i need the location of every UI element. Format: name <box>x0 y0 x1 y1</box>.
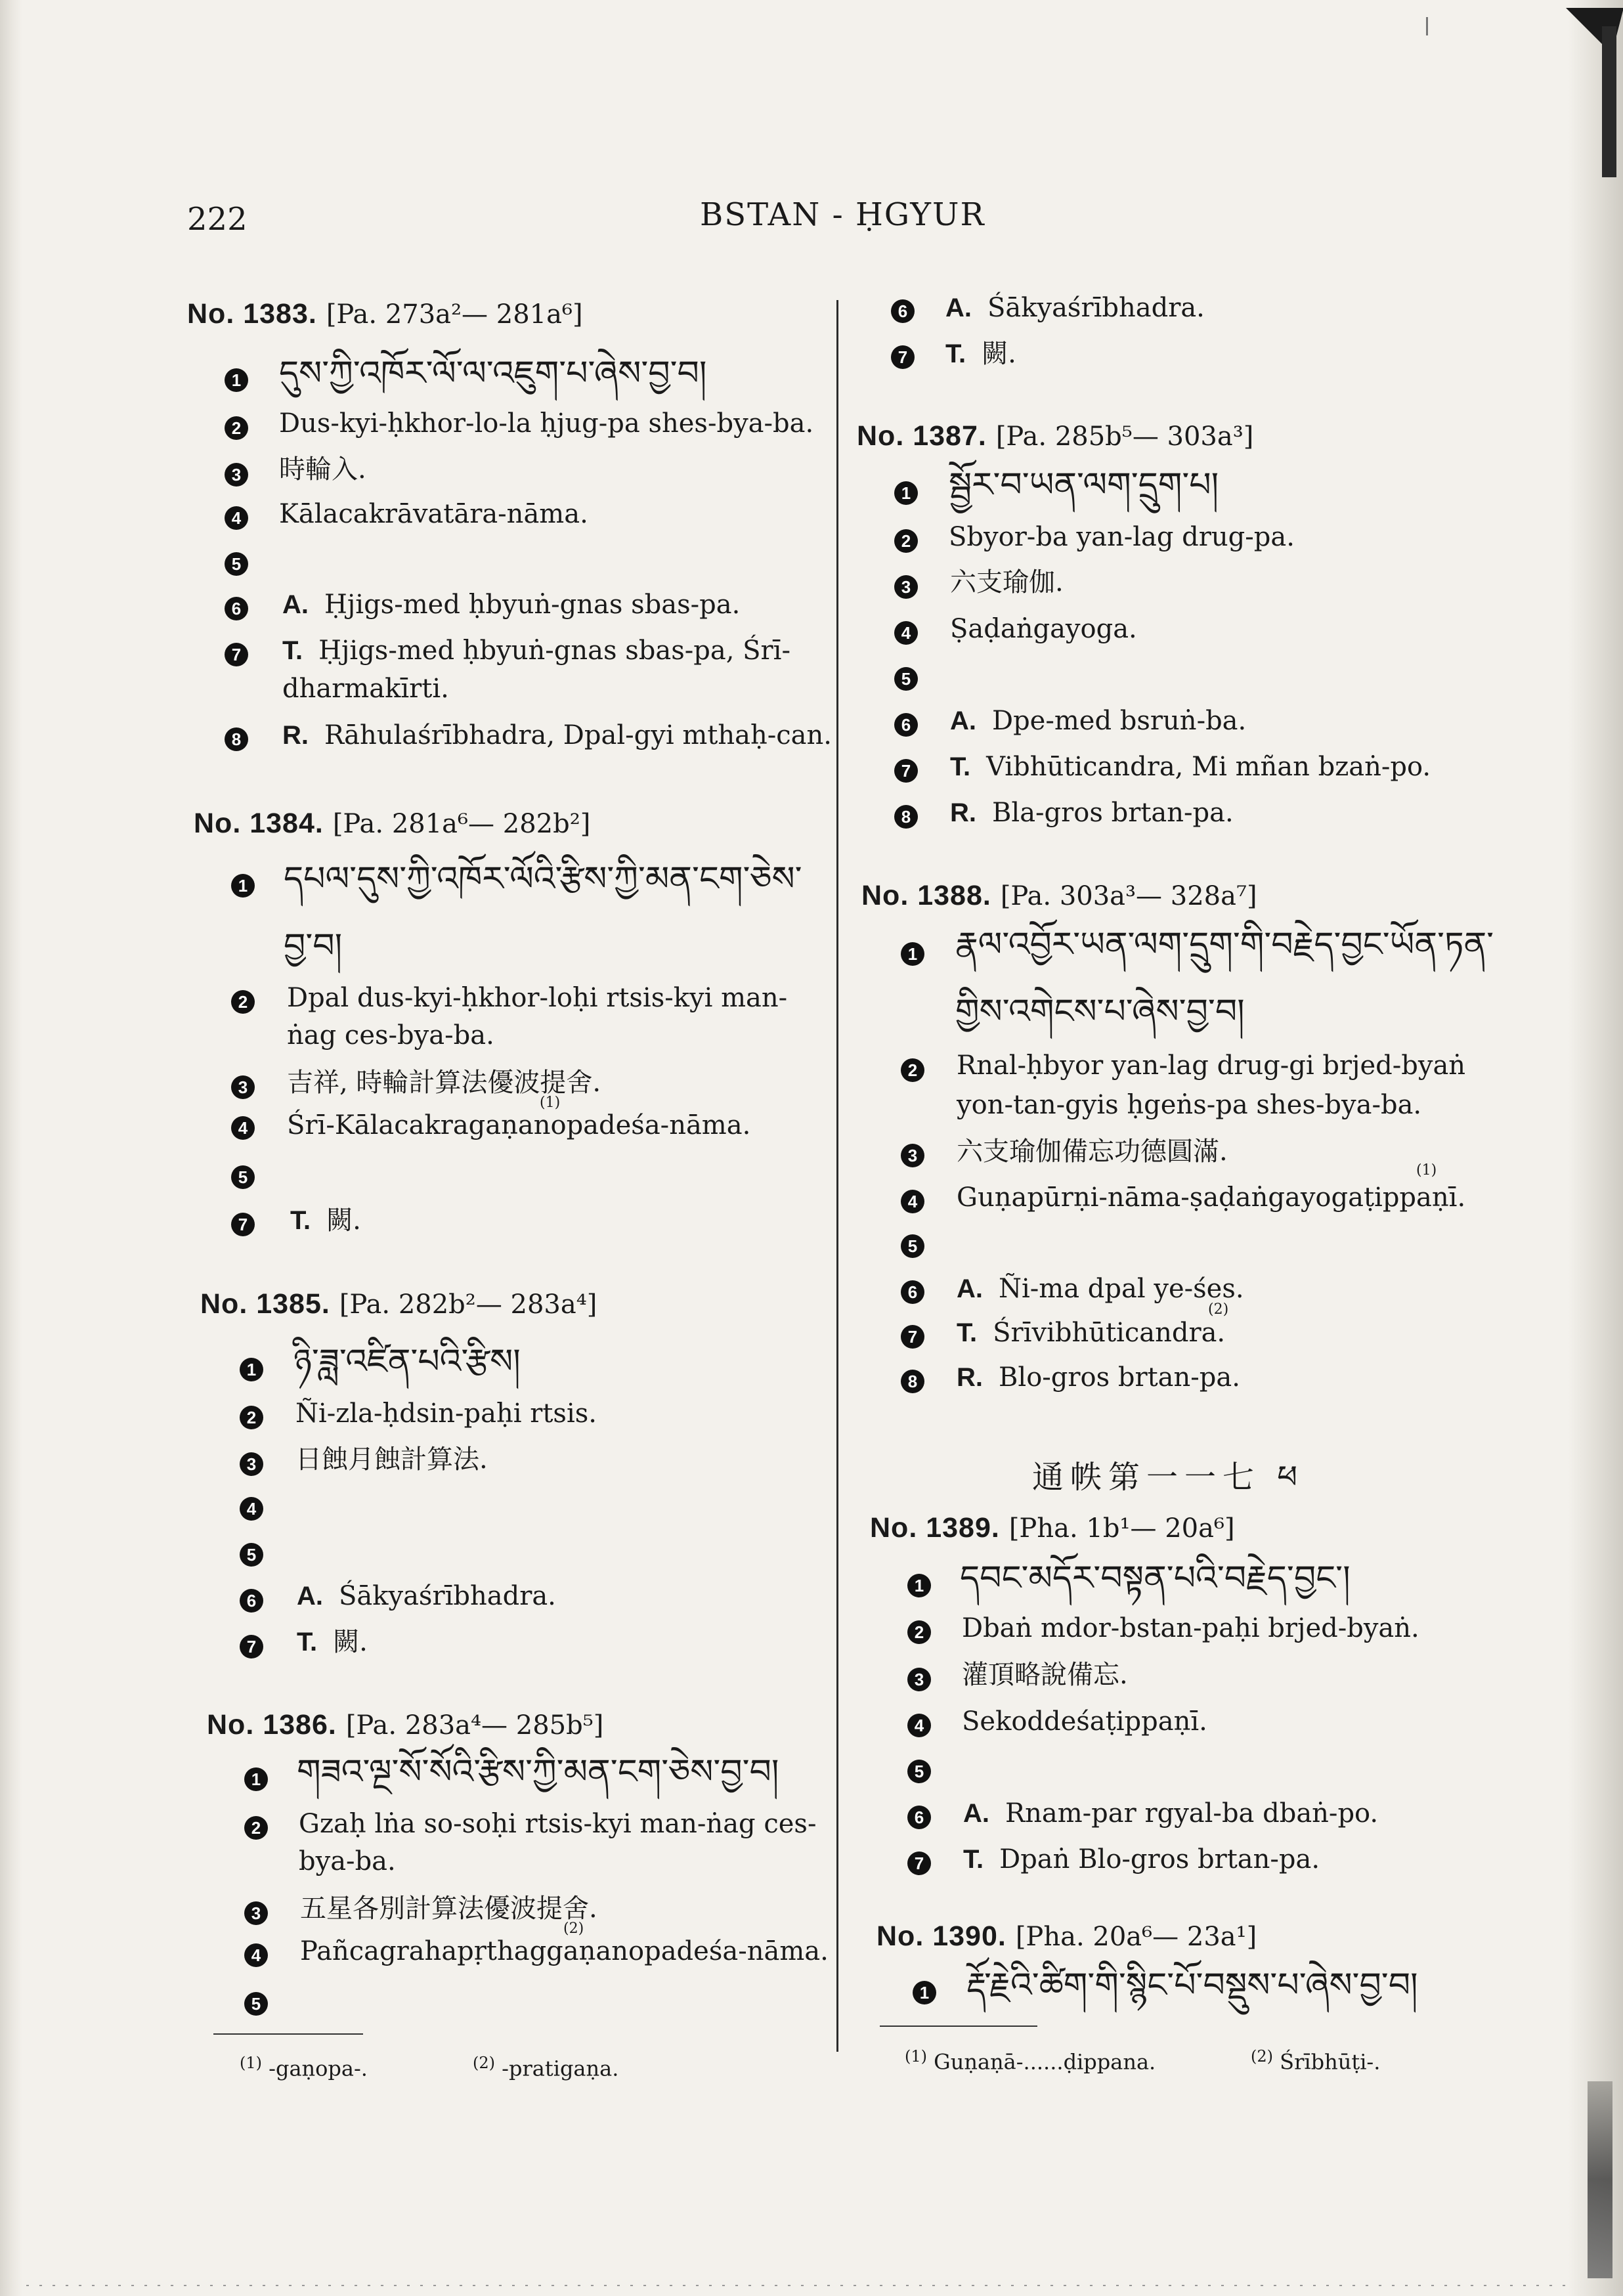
chinese-title: 時輪入. <box>279 454 366 485</box>
translator-name: Vibhūticandra, Mi mñan bzaṅ-po. <box>986 752 1431 782</box>
marker-4: 4 <box>907 1714 931 1737</box>
marker-1: 1 <box>225 368 248 392</box>
chinese-title: 六支瑜伽備忘功德圓滿. <box>957 1137 1228 1167</box>
role-label: A. <box>945 293 972 322</box>
footnote-rule <box>213 2033 363 2035</box>
translator-name: Ḥjigs-med ḥbyuṅ-gnas sbas-pa, Śrī- <box>318 636 790 666</box>
entry-number: No. 1385. <box>200 1288 330 1320</box>
tibetan-title: རྣལ་འབྱོར་ཡན་ལག་དྲུག་གི་བརྗེད་བྱང་ཡོན་ཏན་ <box>955 925 1494 964</box>
author-name: Śākyaśrībhadra. <box>339 1581 556 1611</box>
marker-1: 1 <box>901 942 924 966</box>
page-left-shadow <box>0 0 22 2296</box>
tibetan-title: དབང་མདོར་བསྟན་པའི་བརྗེད་བྱང་། <box>960 1559 1351 1598</box>
author-line <box>282 586 740 624</box>
footnote-text: -pratigaṇa. <box>502 2056 619 2081</box>
translator-continued: dharmakīrti. <box>282 674 449 704</box>
chinese-title: 吉祥, 時輪計算法優波提舍. <box>287 1068 601 1098</box>
tibetan-title-continued: བྱ་བ། <box>284 926 343 966</box>
translator-line <box>963 1840 1320 1878</box>
entry-1383-heading <box>187 298 583 330</box>
sanskrit-title: Ṣaḍaṅgayoga. <box>950 614 1137 644</box>
footnote-text: -gaṇopa-. <box>269 2056 368 2081</box>
sanskrit-title: Kālacakrāvatāra-nāma. <box>279 499 588 529</box>
marker-1: 1 <box>231 874 255 898</box>
marker-2: 2 <box>894 529 918 553</box>
entry-1387-heading <box>857 420 1253 452</box>
footnote-number: (1) <box>905 2047 927 2066</box>
entry-number: No. 1386. <box>207 1709 337 1741</box>
reviser-line <box>957 1358 1240 1397</box>
footnote-number: (1) <box>240 2054 262 2072</box>
marker-6: 6 <box>225 597 248 620</box>
chinese-title: 五星各別計算法優波提舍. <box>300 1894 597 1924</box>
marker-7: 7 <box>240 1635 263 1658</box>
transliteration-continued: ṅag ces-bya-ba. <box>287 1020 494 1051</box>
role-label: R. <box>282 721 309 750</box>
tibetan-title: གཟའ་ལྔ་སོ་སོའི་རྩིས་ཀྱི་མན་ངག་ཅེས་བྱ་བ། <box>297 1752 779 1792</box>
marker-1: 1 <box>913 1981 936 2004</box>
author-name: Ḥjigs-med ḥbyuṅ-gnas sbas-pa. <box>324 590 741 620</box>
marker-7: 7 <box>901 1325 924 1349</box>
tibetan-title: ཉི་ཟླ་འཛིན་པའི་རྩིས། <box>293 1342 521 1381</box>
sanskrit-title: Śrī-Kālacakragaṇanopadeśa-nāma. <box>287 1110 751 1140</box>
author-name: Rnam-par rgyal-ba dbaṅ-po. <box>1005 1798 1379 1829</box>
sanskrit-title: Sekoddeśaṭippaṇī. <box>962 1706 1207 1737</box>
transliteration: Dbaṅ mdor-bstan-paḥi brjed-byaṅ. <box>962 1613 1419 1643</box>
marker-2: 2 <box>244 1816 268 1840</box>
reviser-line <box>282 716 832 754</box>
translator-line <box>957 1314 1225 1352</box>
footnote-ref: (1) <box>540 1094 561 1111</box>
translator-missing: 闕. <box>333 1627 368 1657</box>
role-label: T. <box>297 1628 318 1657</box>
marker-8: 8 <box>225 727 248 751</box>
tibetan-title-continued: གྱིས་འགེངས་པ་ཞེས་བྱ་བ། <box>955 992 1245 1031</box>
marker-7: 7 <box>907 1852 931 1875</box>
column-divider <box>836 300 838 2052</box>
marker-7: 7 <box>225 643 248 666</box>
entry-reference: [Pa. 283a⁴— 285b⁵] <box>345 1710 604 1741</box>
footnote-left-1 <box>240 2054 368 2081</box>
transliteration-continued: bya-ba. <box>299 1846 396 1876</box>
entry-reference: [Pa. 285b⁵— 303a³] <box>995 422 1254 452</box>
entry-number: No. 1384. <box>194 808 324 839</box>
entry-reference: [Pha. 1b¹— 20a⁶] <box>1008 1513 1235 1544</box>
marker-4: 4 <box>901 1190 924 1213</box>
marker-3: 3 <box>225 463 248 487</box>
translator-missing: 闕. <box>326 1205 361 1236</box>
marker-6: 6 <box>240 1589 263 1613</box>
translator-name: Dpaṅ Blo-gros brtan-pa. <box>999 1844 1320 1874</box>
marker-1: 1 <box>894 481 918 505</box>
translator-name: Śrīvibhūticandra. <box>993 1318 1226 1348</box>
author-name: Śākyaśrībhadra. <box>987 293 1205 323</box>
page-number: 222 <box>187 201 248 238</box>
scan-tick-mark <box>1426 17 1428 35</box>
entry-1389-heading <box>870 1512 1235 1544</box>
entry-number: No. 1387. <box>857 420 987 452</box>
marker-6: 6 <box>907 1806 931 1829</box>
tibetan-title: སྦྱོར་བ་ཡན་ལག་དྲུག་པ། <box>949 466 1219 505</box>
translator-line <box>945 335 1016 373</box>
entry-1385-heading <box>200 1288 597 1320</box>
role-label: T. <box>957 1318 978 1347</box>
role-label: T. <box>282 636 303 665</box>
author-line <box>950 702 1246 740</box>
marker-7: 7 <box>891 345 915 369</box>
transliteration: Dpal dus-kyi-ḥkhor-loḥi rtsis-kyi man- <box>287 983 788 1013</box>
marker-3: 3 <box>901 1144 924 1167</box>
entry-1384-heading <box>194 808 590 840</box>
author-name: Dpe-med bsruṅ-ba. <box>992 706 1247 736</box>
marker-3: 3 <box>244 1901 268 1925</box>
reviser-name: Rāhulaśrībhadra, Dpal-gyi mthaḥ-can. <box>324 720 832 750</box>
marker-3: 3 <box>231 1075 255 1099</box>
marker-1: 1 <box>240 1358 263 1381</box>
footnote-text: Śrībhūṭi-. <box>1280 2049 1381 2075</box>
marker-2: 2 <box>901 1058 924 1082</box>
marker-2: 2 <box>240 1406 263 1429</box>
footnote-number: (2) <box>1251 2047 1273 2066</box>
role-label: T. <box>950 752 971 781</box>
footnote-ref: (2) <box>1208 1301 1229 1318</box>
scan-bottom-noise <box>26 2285 1569 2286</box>
marker-6: 6 <box>894 713 918 737</box>
reviser-name: Bla-gros brtan-pa. <box>992 798 1234 828</box>
entry-reference: [Pa. 282b²— 283a⁴] <box>339 1289 597 1320</box>
role-label: R. <box>950 798 976 827</box>
entry-1390-heading <box>876 1920 1257 1953</box>
page-right-shadow <box>1568 0 1623 2296</box>
marker-4: 4 <box>244 1943 268 1967</box>
translator-line <box>950 748 1431 786</box>
entry-number: No. 1383. <box>187 298 317 330</box>
footnote-number: (2) <box>473 2054 495 2072</box>
tibetan-title: དཔལ་དུས་ཀྱི་འཁོར་ལོའི་རྩིས་ཀྱི་མན་ངག་ཅེས་ <box>284 859 802 899</box>
marker-4: 4 <box>894 621 918 645</box>
footnote-ref: (2) <box>563 1920 584 1937</box>
reviser-line <box>950 794 1234 832</box>
footnote-right-1 <box>905 2047 1156 2075</box>
transliteration: Ñi-zla-ḥdsin-paḥi rtsis. <box>295 1398 597 1429</box>
transliteration: Gzaḥ lṅa so-soḥi rtsis-kyi man-ṅag ces- <box>299 1809 817 1839</box>
translator-line <box>297 1623 368 1661</box>
marker-5: 5 <box>901 1234 924 1258</box>
entry-reference: [Pa. 303a³— 328a⁷] <box>1000 881 1257 911</box>
section-heading: 通帙第一一七 ཕ <box>1032 1459 1305 1496</box>
tibetan-title: རྡོ་རྗེའི་ཚིག་གི་སྙིང་པོ་བསྡུས་པ་ཞེས་བྱ་བ། <box>966 1966 1418 2005</box>
chinese-title: 灌頂略說備忘. <box>962 1660 1128 1690</box>
corner-edge-mark <box>1602 26 1616 177</box>
role-label: A. <box>963 1799 989 1828</box>
translator-line <box>282 632 790 670</box>
marker-8: 8 <box>894 805 918 829</box>
footnote-left-2 <box>473 2054 618 2081</box>
chinese-title: 六支瑜伽. <box>950 567 1064 597</box>
author-line <box>945 289 1205 327</box>
role-label: T. <box>945 339 966 368</box>
author-line <box>297 1577 556 1615</box>
marker-7: 7 <box>231 1213 255 1236</box>
marker-6: 6 <box>891 299 915 323</box>
entry-number: No. 1389. <box>870 1512 1000 1544</box>
chinese-title: 日蝕月蝕計算法. <box>295 1444 488 1475</box>
role-label: A. <box>957 1274 983 1303</box>
reviser-name: Blo-gros brtan-pa. <box>999 1362 1240 1393</box>
marker-5: 5 <box>907 1760 931 1783</box>
entry-reference: [Pa. 281a⁶— 282b²] <box>332 809 591 839</box>
marker-3: 3 <box>240 1452 263 1476</box>
scan-edge-blot <box>1588 2081 1612 2278</box>
marker-5: 5 <box>244 1992 268 2016</box>
tibetan-title: དུས་ཀྱི་འཁོར་ལོ་ལ་འཇུག་པ་ཞེས་བྱ་བ། <box>279 354 707 393</box>
marker-1: 1 <box>244 1767 268 1791</box>
marker-4: 4 <box>240 1497 263 1521</box>
author-line <box>957 1270 1244 1308</box>
author-line <box>963 1794 1378 1832</box>
role-label: A. <box>282 590 309 619</box>
translator-line <box>290 1202 361 1240</box>
marker-3: 3 <box>907 1668 931 1691</box>
marker-3: 3 <box>894 575 918 599</box>
marker-5: 5 <box>231 1165 255 1189</box>
role-label: T. <box>290 1206 311 1235</box>
footnote-right-2 <box>1251 2047 1380 2075</box>
marker-5: 5 <box>240 1543 263 1567</box>
running-head: BSTAN - ḤGYUR <box>700 196 985 233</box>
role-label: T. <box>963 1845 984 1874</box>
role-label: A. <box>950 706 976 735</box>
entry-reference: [Pha. 20a⁶— 23a¹] <box>1015 1922 1257 1952</box>
entry-reference: [Pa. 273a²— 281a⁶] <box>326 299 583 330</box>
marker-8: 8 <box>901 1370 924 1393</box>
role-label: A. <box>297 1582 323 1611</box>
entry-1388-heading <box>861 880 1257 912</box>
marker-1: 1 <box>907 1574 931 1597</box>
role-label: R. <box>957 1363 983 1392</box>
marker-2: 2 <box>907 1620 931 1644</box>
entry-1386-heading <box>207 1709 603 1741</box>
marker-6: 6 <box>901 1280 924 1304</box>
marker-4: 4 <box>225 506 248 530</box>
marker-4: 4 <box>231 1116 255 1140</box>
marker-2: 2 <box>225 416 248 440</box>
footnote-ref: (1) <box>1416 1162 1437 1179</box>
transliteration: Dus-kyi-ḥkhor-lo-la ḥjug-pa shes-bya-ba. <box>279 408 814 439</box>
entry-number: No. 1390. <box>876 1920 1006 1952</box>
author-name: Ñi-ma dpal ye-śes. <box>999 1274 1244 1304</box>
transliteration: Sbyor-ba yan-lag drug-pa. <box>949 522 1295 552</box>
footnote-text: Guṇaṇā-......ḍippana. <box>934 2049 1156 2075</box>
marker-7: 7 <box>894 759 918 783</box>
translator-missing: 闕. <box>982 339 1016 369</box>
sanskrit-title: Pañcagrahapṛthaggaṇanopadeśa-nāma. <box>300 1936 829 1966</box>
footnote-rule <box>880 2025 1037 2027</box>
marker-5: 5 <box>894 667 918 691</box>
transliteration-continued: yon-tan-gyis ḥgeṅs-pa shes-bya-ba. <box>957 1090 1422 1120</box>
marker-2: 2 <box>231 990 255 1014</box>
transliteration: Rnal-ḥbyor yan-lag drug-gi brjed-byaṅ <box>957 1051 1466 1081</box>
entry-number: No. 1388. <box>861 880 991 911</box>
sanskrit-title: Guṇapūrṇi-nāma-ṣaḍaṅgayogaṭippaṇī. <box>957 1182 1466 1213</box>
marker-5: 5 <box>225 552 248 576</box>
